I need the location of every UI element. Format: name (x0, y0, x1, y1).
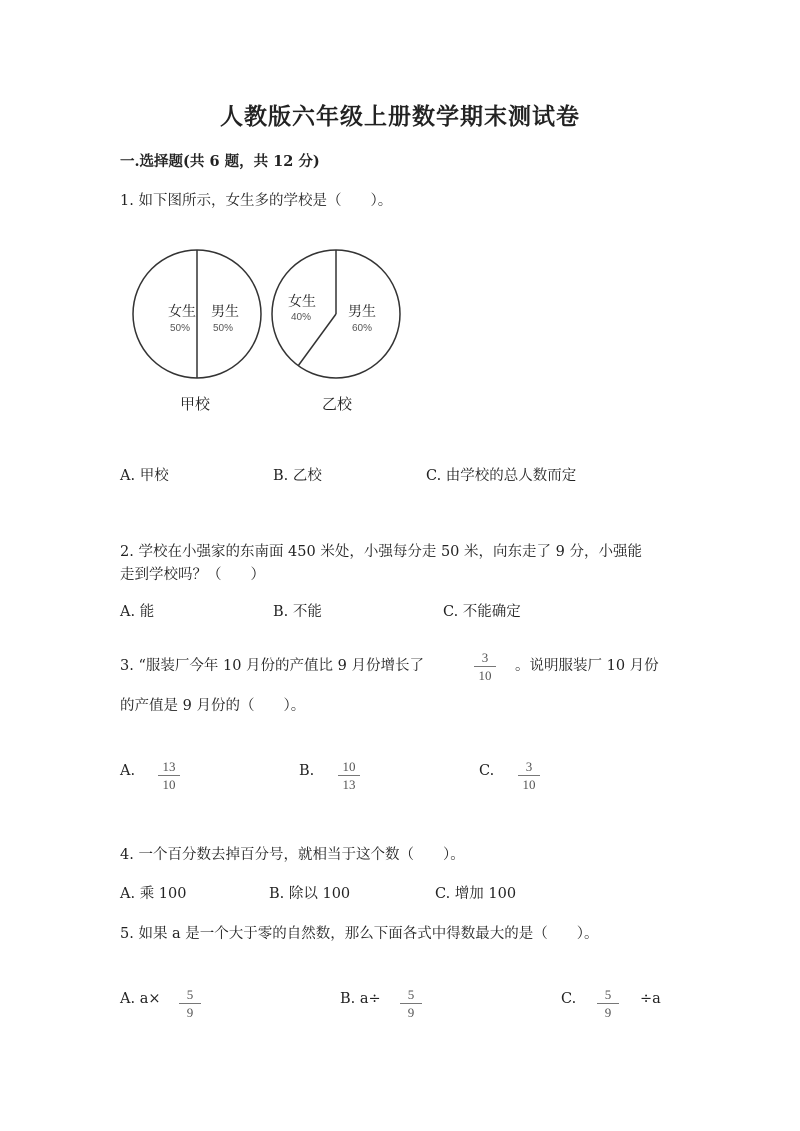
q5-option-c-fraction[interactable] (594, 987, 622, 1020)
q3-option-a-label[interactable]: A. (120, 763, 136, 779)
fraction-denominator: 10 (478, 668, 492, 683)
question-3-stem-part2: 。说明服装厂 10 月份 (515, 658, 659, 674)
fraction-bar (158, 775, 180, 776)
fraction-denominator: 9 (407, 1005, 415, 1020)
fraction-numerator: 13 (162, 759, 176, 774)
pie-a-male-label: 男生 (211, 304, 239, 320)
fraction-bar (518, 775, 540, 776)
q5-option-c-label[interactable]: C. (561, 991, 577, 1007)
page-title: 人教版六年级上册数学期末测试卷 (220, 103, 580, 130)
q1-option-a[interactable]: A. 甲校 (120, 468, 169, 484)
fraction-numerator: 5 (407, 987, 415, 1002)
pie-a-female-label: 女生 (168, 304, 196, 320)
fraction-bar (179, 1003, 201, 1004)
pie-charts (120, 240, 420, 420)
q3-option-b-label[interactable]: B. (299, 763, 315, 779)
pie-b-male-pct: 60% (351, 323, 373, 334)
q4-option-c[interactable]: C. 增加 100 (435, 886, 517, 902)
question-2-stem-line2: 走到学校吗？（ ） (120, 567, 265, 583)
q5-option-a-fraction[interactable] (176, 987, 204, 1020)
fraction-bar (597, 1003, 619, 1004)
q5-option-b-fraction[interactable] (397, 987, 425, 1020)
question-3-stem-part1: 3. “服装厂今年 10 月份的产值比 9 月份增长了 (120, 658, 424, 674)
fraction-denominator: 9 (604, 1005, 612, 1020)
pie-school-b (272, 250, 400, 413)
fraction-numerator: 5 (604, 987, 612, 1002)
pie-b-male-label: 男生 (348, 304, 376, 320)
fraction-numerator: 10 (342, 759, 356, 774)
q1-option-c[interactable]: C. 由学校的总人数而定 (426, 468, 577, 484)
q3-option-c-fraction[interactable] (515, 759, 543, 792)
q3-option-b-fraction[interactable] (335, 759, 363, 792)
pie-school-a (133, 250, 261, 413)
q4-option-a[interactable]: A. 乘 100 (120, 886, 187, 902)
question-3-fraction (471, 650, 499, 683)
fraction-numerator: 5 (186, 987, 194, 1002)
q3-option-c-label[interactable]: C. (479, 763, 495, 779)
q5-option-b-label[interactable]: B. a÷ (340, 991, 381, 1007)
pie-a-male-pct: 50% (212, 323, 234, 334)
q3-option-a-fraction[interactable] (155, 759, 183, 792)
question-4-stem: 4. 一个百分数去掉百分号，就相当于这个数（ ）。 (120, 847, 465, 863)
fraction-bar (474, 666, 496, 667)
q2-option-a[interactable]: A. 能 (120, 604, 155, 620)
question-5-stem: 5. 如果 a 是一个大于零的自然数，那么下面各式中得数最大的是（ ）。 (120, 926, 599, 942)
fraction-bar (400, 1003, 422, 1004)
question-3-stem-line2: 的产值是 9 月份的（ ）。 (120, 698, 306, 714)
q2-option-b[interactable]: B. 不能 (273, 604, 322, 620)
school-a-name: 甲校 (179, 395, 211, 413)
section-heading: 一.选择题(共 6 题，共 12 分) (120, 153, 320, 170)
question-2-stem-line1: 2. 学校在小强家的东南面 450 米处，小强每分走 50 米，向东走了 9 分，小强能 (120, 544, 642, 560)
pie-b-female-label: 女生 (288, 294, 316, 310)
fraction-denominator: 9 (186, 1005, 194, 1020)
q5-option-c-suffix: ÷a (640, 991, 661, 1007)
fraction-denominator: 10 (162, 777, 176, 792)
q5-option-a-label[interactable]: A. a× (120, 991, 161, 1007)
question-1-figure (120, 240, 420, 420)
fraction-denominator: 13 (342, 777, 356, 792)
q1-option-b[interactable]: B. 乙校 (273, 468, 322, 484)
fraction-denominator: 10 (522, 777, 536, 792)
fraction-bar (338, 775, 360, 776)
q2-option-c[interactable]: C. 不能确定 (443, 604, 521, 620)
pie-a-female-pct: 50% (169, 323, 191, 334)
fraction-numerator: 3 (481, 650, 489, 665)
school-b-name: 乙校 (321, 395, 353, 413)
q4-option-b[interactable]: B. 除以 100 (269, 886, 351, 902)
pie-b-female-pct: 40% (290, 312, 312, 323)
question-1-stem: 1. 如下图所示，女生多的学校是（ ）。 (120, 193, 393, 209)
fraction-numerator: 3 (525, 759, 533, 774)
